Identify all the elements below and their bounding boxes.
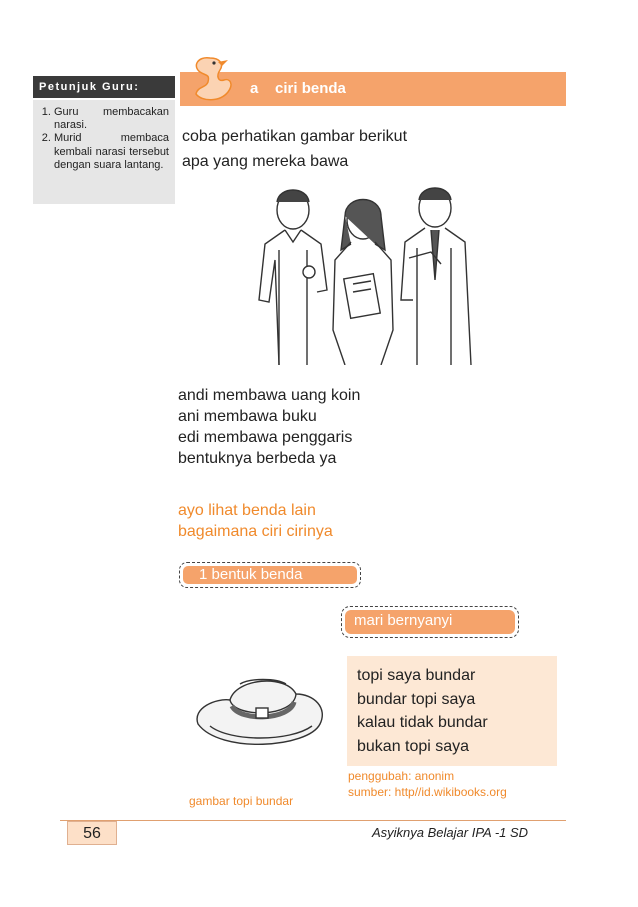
prompt-text	[178, 500, 333, 542]
swan-icon	[180, 52, 238, 108]
subsection-label-text: 1 bentuk benda	[183, 566, 357, 584]
boy-right-figure	[401, 188, 471, 365]
story-line: bentuknya berbeda ya	[178, 450, 337, 467]
page-number: 56	[67, 821, 117, 845]
intro-line: coba perhatikan gambar berikut	[182, 128, 408, 145]
section-title-text: ciri benda	[275, 80, 346, 97]
story-line: andi membawa uang koin	[178, 387, 361, 404]
prompt-line: bagaimana ciri cirinya	[178, 523, 333, 540]
song-tag	[341, 606, 519, 638]
song-line: bundar topi saya	[357, 690, 476, 708]
round-hat-icon	[190, 664, 330, 760]
students-illustration	[245, 180, 475, 365]
intro-line: apa yang mereka bawa	[182, 153, 349, 170]
footer-divider	[60, 820, 566, 821]
teacher-guide-item: 2. Murid membaca kembali narasi tersebut dengan suara lantang.	[54, 132, 169, 172]
teacher-guide-title: Petunjuk Guru:	[33, 76, 175, 98]
subsection-label	[179, 562, 361, 588]
credit-source: sumber: http//id.wikibooks.org	[348, 785, 507, 799]
teacher-guide-box	[33, 100, 175, 204]
story-text	[178, 385, 360, 469]
book-title: Asyiknya Belajar IPA -1 SD	[372, 825, 529, 840]
story-line: ani membawa buku	[178, 408, 317, 425]
hat-caption: gambar topi bundar	[189, 794, 294, 808]
credit-composer: penggubah: anonim	[348, 769, 455, 783]
prompt-line: ayo lihat benda lain	[178, 502, 316, 519]
song-line: topi saya bundar	[357, 667, 476, 684]
song-line: bukan topi saya	[357, 737, 470, 755]
section-title	[250, 80, 346, 97]
song-tag-text: mari bernyanyi	[345, 610, 515, 634]
intro-text	[182, 124, 407, 174]
section-letter: a	[250, 80, 259, 97]
song-lyrics-box	[347, 656, 557, 766]
story-line: edi membawa penggaris	[178, 429, 353, 446]
teacher-guide-item: 1. Guru membacakan narasi.	[54, 106, 169, 132]
song-credits	[348, 768, 507, 800]
girl-middle-figure	[333, 200, 393, 366]
boy-left-figure	[259, 190, 327, 365]
song-line: kalau tidak bundar	[357, 714, 488, 731]
